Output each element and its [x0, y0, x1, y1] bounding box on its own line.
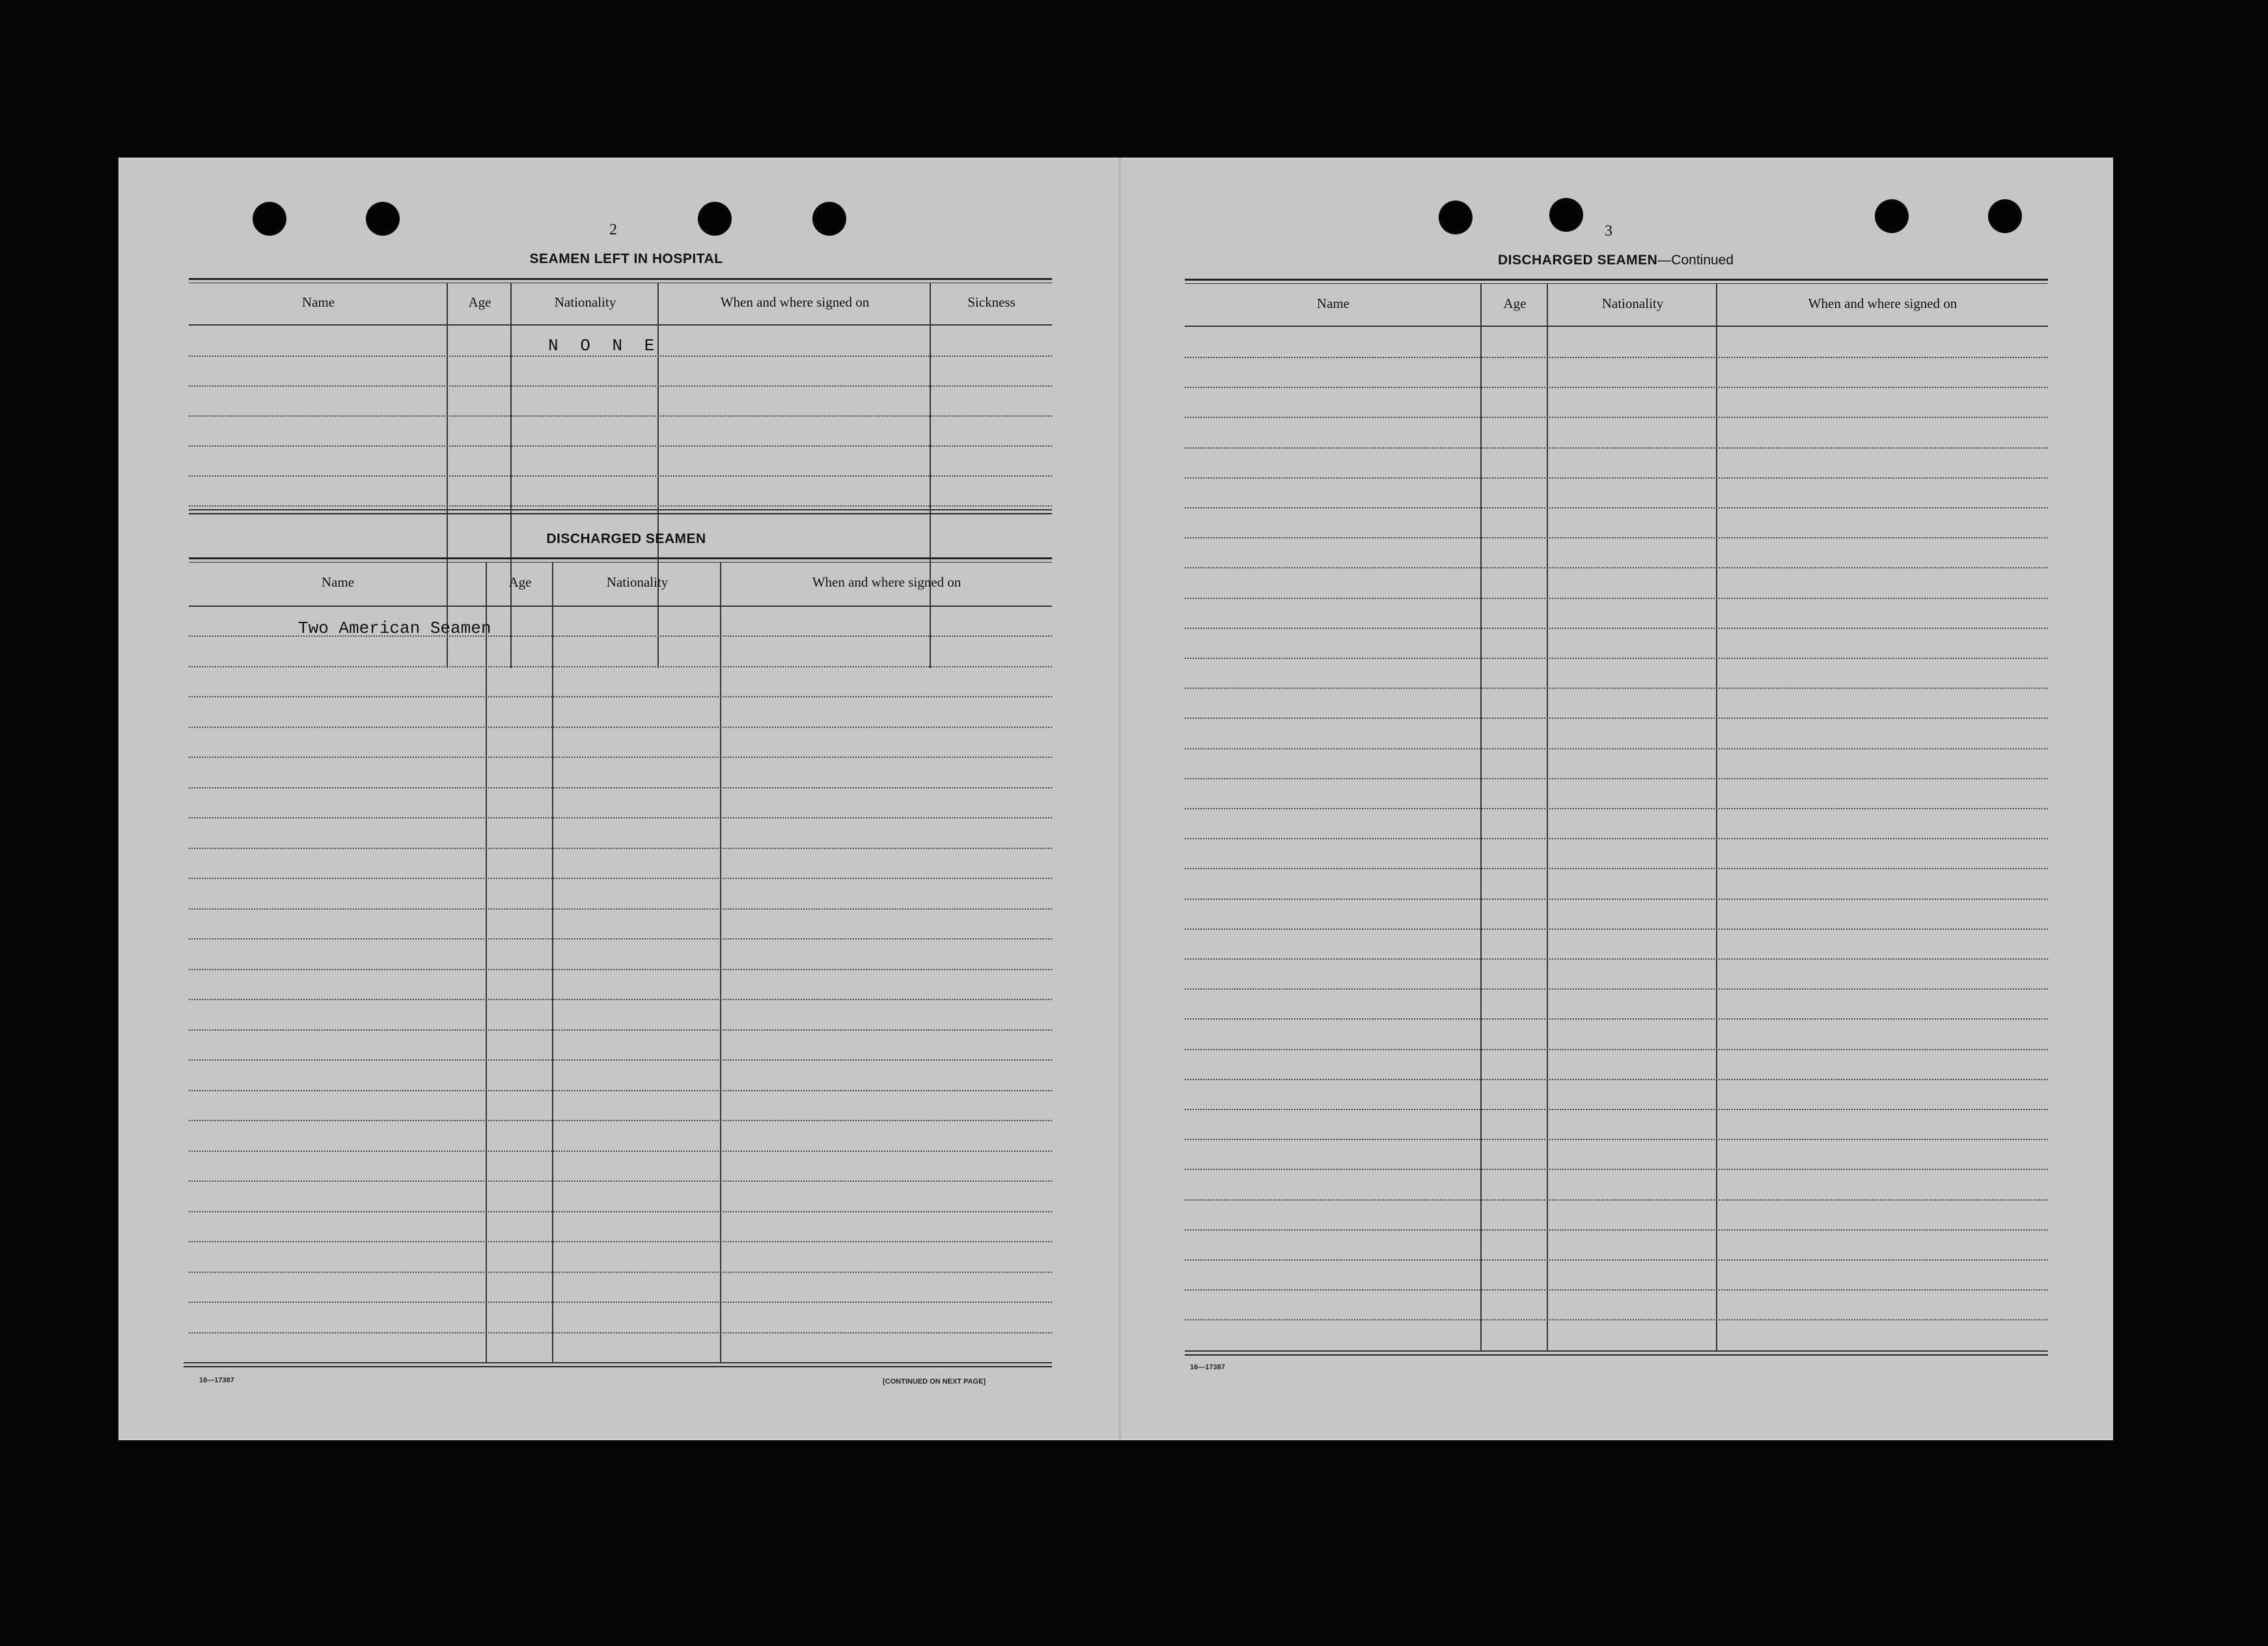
row-line	[1185, 1109, 2048, 1110]
row-line	[1185, 1199, 2048, 1201]
form-code: 16—17387	[1190, 1363, 1225, 1371]
row-line	[189, 938, 1052, 940]
hospital-top-rule	[189, 278, 1052, 283]
nationality-entry: N O N E	[548, 336, 661, 356]
row-line	[189, 666, 1052, 667]
row-line	[1185, 658, 2048, 659]
row-line	[1185, 357, 2048, 358]
continued-header-rule	[1185, 326, 2048, 327]
row-line	[1185, 477, 2048, 479]
row-line	[189, 356, 1052, 357]
row-line	[189, 1211, 1052, 1212]
row-line	[189, 445, 1052, 447]
name-entry: Two American Seamen	[298, 619, 491, 638]
row-line	[189, 1059, 1052, 1061]
discharged-continued-title	[1316, 253, 1915, 268]
row-line	[1185, 1229, 2048, 1231]
hospital-bottom-rule	[189, 509, 1052, 514]
row-line	[189, 1029, 1052, 1031]
row-line	[189, 385, 1052, 387]
row-line	[1185, 928, 2048, 930]
page-number: 2	[609, 221, 617, 238]
row-line	[1185, 838, 2048, 839]
column-divider	[1547, 284, 1548, 1350]
row-line	[1185, 537, 2048, 538]
row-line	[189, 1120, 1052, 1121]
page-number: 3	[1605, 223, 1612, 240]
row-line	[189, 1272, 1052, 1273]
row-line	[189, 505, 1052, 507]
continued-top-rule	[1185, 279, 2048, 284]
row-line	[1185, 598, 2048, 599]
column-header-name: Name	[301, 294, 335, 310]
row-line	[1185, 988, 2048, 990]
row-line	[189, 999, 1052, 1000]
row-line	[1185, 808, 2048, 809]
row-line	[189, 969, 1052, 970]
continued-note: [CONTINUED ON NEXT PAGE]	[883, 1378, 986, 1386]
row-line	[189, 1302, 1052, 1303]
hospital-section-title: SEAMEN LEFT IN HOSPITAL	[529, 251, 723, 266]
column-divider	[1716, 284, 1717, 1350]
column-divider	[486, 563, 487, 1362]
continued-bottom-rule	[1185, 1350, 2048, 1356]
row-line	[1185, 1169, 2048, 1170]
row-line	[1185, 778, 2048, 779]
column-divider	[552, 563, 553, 1362]
row-line	[1185, 1018, 2048, 1020]
section-title-suffix: —Continued	[1657, 253, 1734, 268]
discharged-header-rule	[189, 606, 1052, 607]
hospital-header-rule	[189, 324, 1052, 326]
left-page	[118, 158, 1119, 1440]
row-line	[189, 696, 1052, 697]
row-line	[189, 1241, 1052, 1242]
row-line	[1185, 417, 2048, 418]
form-spread	[118, 158, 2113, 1440]
row-line	[1185, 1049, 2048, 1050]
column-header-signed-on: When and where signed on	[812, 574, 961, 590]
row-line	[1185, 1079, 2048, 1080]
row-line	[1185, 718, 2048, 719]
column-header-sickness: Sickness	[967, 294, 1016, 310]
row-line	[1185, 1139, 2048, 1140]
row-line	[189, 817, 1052, 818]
row-line	[189, 475, 1052, 477]
row-line	[189, 1180, 1052, 1182]
right-page	[1121, 158, 2113, 1440]
row-line	[189, 908, 1052, 910]
row-line	[1185, 567, 2048, 568]
row-line	[1185, 447, 2048, 449]
row-line	[1185, 899, 2048, 900]
section-title-text: DISCHARGED SEAMEN	[1497, 253, 1658, 268]
discharged-top-rule	[189, 557, 1052, 563]
column-header-signed-on: When and where signed on	[1808, 296, 1957, 311]
column-header-age: Age	[1503, 296, 1527, 311]
column-header-nationality: Nationality	[554, 294, 616, 310]
row-line	[1185, 387, 2048, 388]
row-line	[1185, 507, 2048, 509]
discharged-bottom-rule	[184, 1362, 1052, 1367]
row-line	[1185, 1259, 2048, 1261]
column-header-signed-on: When and where signed on	[720, 294, 870, 310]
discharged-section-title: DISCHARGED SEAMEN	[546, 531, 706, 546]
column-divider	[1480, 284, 1482, 1350]
row-line	[1185, 628, 2048, 629]
row-line	[189, 1090, 1052, 1091]
column-header-age: Age	[468, 294, 491, 310]
row-line	[189, 1332, 1052, 1333]
row-line	[1185, 868, 2048, 869]
column-divider	[720, 563, 721, 1362]
row-line	[189, 848, 1052, 849]
column-header-name: Name	[1316, 296, 1350, 311]
row-line	[1185, 1319, 2048, 1320]
row-line	[189, 787, 1052, 788]
row-line	[189, 878, 1052, 879]
row-line	[189, 727, 1052, 728]
row-line	[1185, 748, 2048, 749]
column-header-nationality: Nationality	[1601, 296, 1664, 311]
row-line	[189, 1151, 1052, 1152]
form-code: 16—17387	[199, 1376, 234, 1384]
row-line	[1185, 958, 2048, 960]
column-header-name: Name	[321, 574, 355, 590]
column-header-age: Age	[508, 574, 532, 590]
row-line	[1185, 1289, 2048, 1290]
column-header-nationality: Nationality	[606, 574, 669, 590]
row-line	[1185, 688, 2048, 689]
row-line	[189, 757, 1052, 758]
row-line	[189, 415, 1052, 417]
